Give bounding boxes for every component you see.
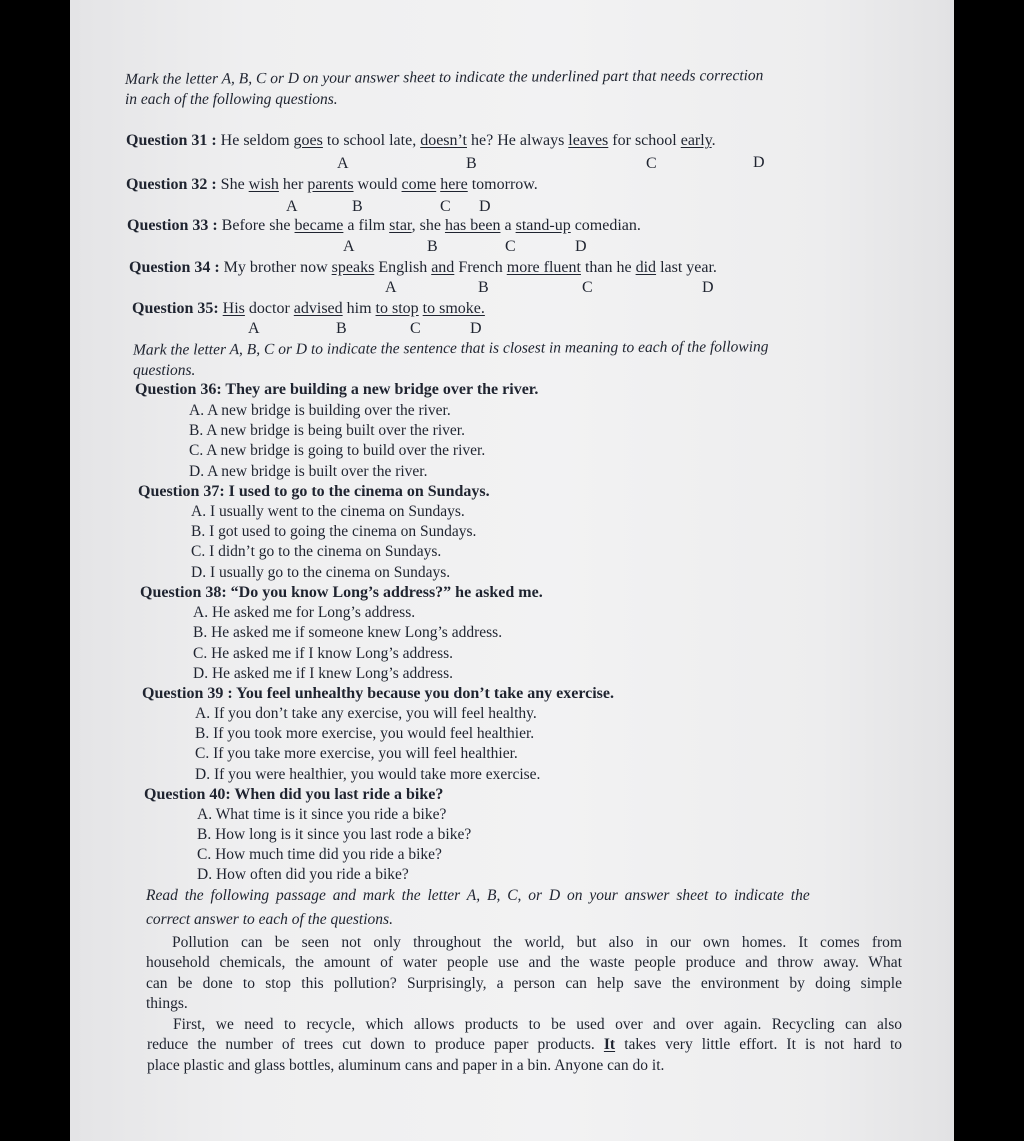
option-letter-b: B	[466, 155, 477, 172]
option-letter-c: C	[410, 320, 421, 337]
passage-text: takes very little effort. It is not hard to	[624, 1036, 903, 1054]
section3-instruction: Read the following passage and mark the letter A, B, C, or D on your answer sheet to indicate the	[146, 887, 810, 904]
passage-line: can be done to stop this pollution? Surprisingly, a person can help save the environment by doing simple	[146, 974, 902, 992]
question-text: to school late,	[326, 132, 417, 149]
question-text: Before she	[221, 217, 291, 234]
question-text: a film	[347, 217, 386, 234]
question-38	[140, 584, 543, 602]
underlined-option-b: and	[431, 259, 455, 276]
question-text: her	[282, 176, 304, 193]
answer-option-b: B. A new bridge is being built over the river.	[189, 422, 465, 439]
passage-line: Pollution can be seen not only throughout the world, but also in our own homes. It comes from	[172, 934, 902, 951]
option-letter-d: D	[753, 154, 765, 171]
question-text: tomorrow.	[471, 176, 538, 193]
answer-option-c: C. He asked me if I know Long’s address.	[193, 645, 454, 662]
option-letter-d: D	[575, 238, 587, 255]
referenced-word: It	[603, 1036, 616, 1054]
passage-line	[147, 1035, 902, 1055]
question-37	[138, 483, 490, 501]
section3-instruction-cont: correct answer to each of the questions.	[146, 911, 393, 928]
question-label: Question 39 :	[142, 685, 233, 702]
underlined-option-c: leaves	[568, 132, 609, 149]
underlined-option-a: wish	[248, 176, 279, 193]
passage-line: place plastic and glass bottles, aluminum cans and paper in a bin. Anyone can do it.	[147, 1056, 665, 1074]
answer-option-d: D. I usually go to the cinema on Sundays.	[191, 564, 451, 581]
answer-option-d: D. If you were healthier, you would take more exercise.	[195, 766, 541, 783]
question-text: French	[458, 259, 503, 276]
underlined-option-d: early	[680, 132, 712, 149]
question-label: Question 37:	[138, 483, 225, 500]
answer-option-b: B. If you took more exercise, you would feel healthier.	[195, 725, 535, 742]
underlined-option-a: goes	[293, 132, 323, 149]
question-text: last year.	[660, 259, 717, 276]
underlined-option-d: here	[440, 176, 468, 193]
answer-option-b: B. I got used to going the cinema on Sundays.	[191, 523, 477, 540]
passage-text: reduce the number of trees cut down to produce paper products.	[147, 1036, 595, 1054]
underlined-option-c: to stop	[375, 300, 419, 317]
underlined-option-c: more fluent	[506, 259, 581, 276]
question-text: than he	[584, 259, 632, 276]
underlined-option-c: has been	[444, 217, 501, 234]
question-39	[142, 685, 614, 703]
question-text: You feel unhealthy because you don’t take any exercise.	[236, 685, 614, 702]
section2-instruction-cont: questions.	[133, 362, 196, 379]
underlined-option-b: doesn’t	[420, 132, 467, 149]
question-text: My brother now	[223, 259, 328, 276]
underlined-option-a: became	[294, 217, 344, 234]
question-label: Question 40:	[144, 786, 231, 803]
section1-instruction: Mark the letter A, B, C or D on your answer sheet to indicate the underlined part that needs correction	[124, 67, 764, 88]
option-letter-d: D	[470, 320, 482, 337]
answer-option-a: A. I usually went to the cinema on Sundays.	[191, 503, 465, 520]
question-label: Question 35:	[132, 300, 219, 317]
answer-option-d: D. How often did you ride a bike?	[197, 866, 409, 883]
question-label: Question 32 :	[126, 176, 217, 193]
question-text: “Do you know Long’s address?” he asked me.	[230, 584, 543, 601]
question-text: for school	[612, 132, 677, 149]
passage-line: household chemicals, the amount of water people use and the waste people produce and throw away. What	[146, 954, 902, 972]
answer-option-d: D. A new bridge is built over the river.	[189, 463, 428, 480]
option-letter-a: A	[248, 320, 260, 337]
answer-option-a: A. A new bridge is building over the river.	[189, 402, 451, 419]
option-letter-d: D	[702, 279, 714, 296]
answer-option-a: A. What time is it since you ride a bike?	[197, 806, 447, 823]
option-letter-c: C	[505, 238, 516, 255]
question-text: I used to go to the cinema on Sundays.	[228, 483, 490, 500]
passage-line: things.	[146, 994, 188, 1012]
option-letter-d: D	[479, 198, 491, 215]
underlined-option-b: star	[389, 217, 412, 234]
question-32	[126, 176, 538, 194]
answer-option-c: C. How much time did you ride a bike?	[197, 846, 442, 863]
section1-instruction-cont: in each of the following questions.	[125, 91, 338, 108]
answer-option-b: B. He asked me if someone knew Long’s address.	[193, 624, 503, 641]
question-text: he? He always	[471, 132, 565, 149]
answer-option-a: A. He asked me for Long’s address.	[193, 604, 416, 621]
answer-option-a: A. If you don’t take any exercise, you will feel healthy.	[195, 705, 537, 722]
option-letter-a: A	[385, 279, 397, 296]
answer-option-c: C. If you take more exercise, you will feel healthier.	[195, 745, 518, 762]
question-35	[132, 300, 485, 318]
question-text: When did you last ride a bike?	[234, 786, 444, 803]
answer-option-d: D. He asked me if I knew Long’s address.	[193, 665, 453, 682]
question-33	[127, 217, 641, 235]
option-letter-a: A	[343, 238, 355, 255]
question-label: Question 38:	[140, 584, 227, 601]
option-letter-c: C	[646, 155, 657, 172]
option-letter-b: B	[427, 238, 438, 255]
question-text: She	[220, 176, 245, 193]
underlined-option-c: come	[401, 176, 437, 193]
question-text: He seldom	[220, 132, 290, 149]
option-letter-b: B	[352, 198, 363, 215]
question-label: Question 34 :	[129, 259, 220, 276]
question-label: Question 31 :	[126, 132, 217, 149]
section2-instruction: Mark the letter A, B, C or D to indicate the sentence that is closest in meaning to each of the following	[132, 338, 769, 359]
underlined-option-d: did	[635, 259, 657, 276]
underlined-option-b: parents	[307, 176, 354, 193]
underlined-option-b: advised	[293, 300, 343, 317]
underlined-option-a: speaks	[331, 259, 375, 276]
answer-option-c: C. I didn’t go to the cinema on Sundays.	[191, 543, 442, 560]
question-31	[126, 132, 716, 150]
underlined-option-a: His	[222, 300, 245, 317]
question-40	[144, 786, 443, 804]
answer-option-b: B. How long is it since you last rode a bike?	[197, 826, 472, 843]
question-text: would	[357, 176, 398, 193]
option-letter-b: B	[478, 279, 489, 296]
option-letter-c: C	[440, 198, 451, 215]
question-label: Question 33 :	[127, 217, 218, 234]
question-text: English	[378, 259, 428, 276]
punctuation: .	[711, 132, 716, 149]
option-letter-c: C	[582, 279, 593, 296]
passage-line: First, we need to recycle, which allows products to be used over and over again. Recycling can also	[173, 1016, 902, 1033]
option-letter-a: A	[286, 198, 298, 215]
question-text: They are building a new bridge over the river.	[225, 381, 539, 398]
question-text: comedian.	[574, 217, 641, 234]
underlined-option-d: to smoke.	[422, 300, 485, 317]
question-text: a	[504, 217, 512, 234]
passage-paragraph-1	[146, 933, 902, 1014]
underlined-option-d: stand-up	[515, 217, 571, 234]
passage-paragraph-2	[147, 1015, 902, 1076]
option-letter-a: A	[337, 155, 349, 172]
question-text: , she	[411, 217, 441, 234]
question-36	[135, 381, 538, 399]
question-34	[129, 259, 717, 277]
answer-option-c: C. A new bridge is going to build over the river.	[189, 442, 486, 459]
option-letter-b: B	[336, 320, 347, 337]
question-label: Question 36:	[135, 381, 222, 398]
question-text: him	[346, 300, 372, 317]
question-text: doctor	[248, 300, 290, 317]
